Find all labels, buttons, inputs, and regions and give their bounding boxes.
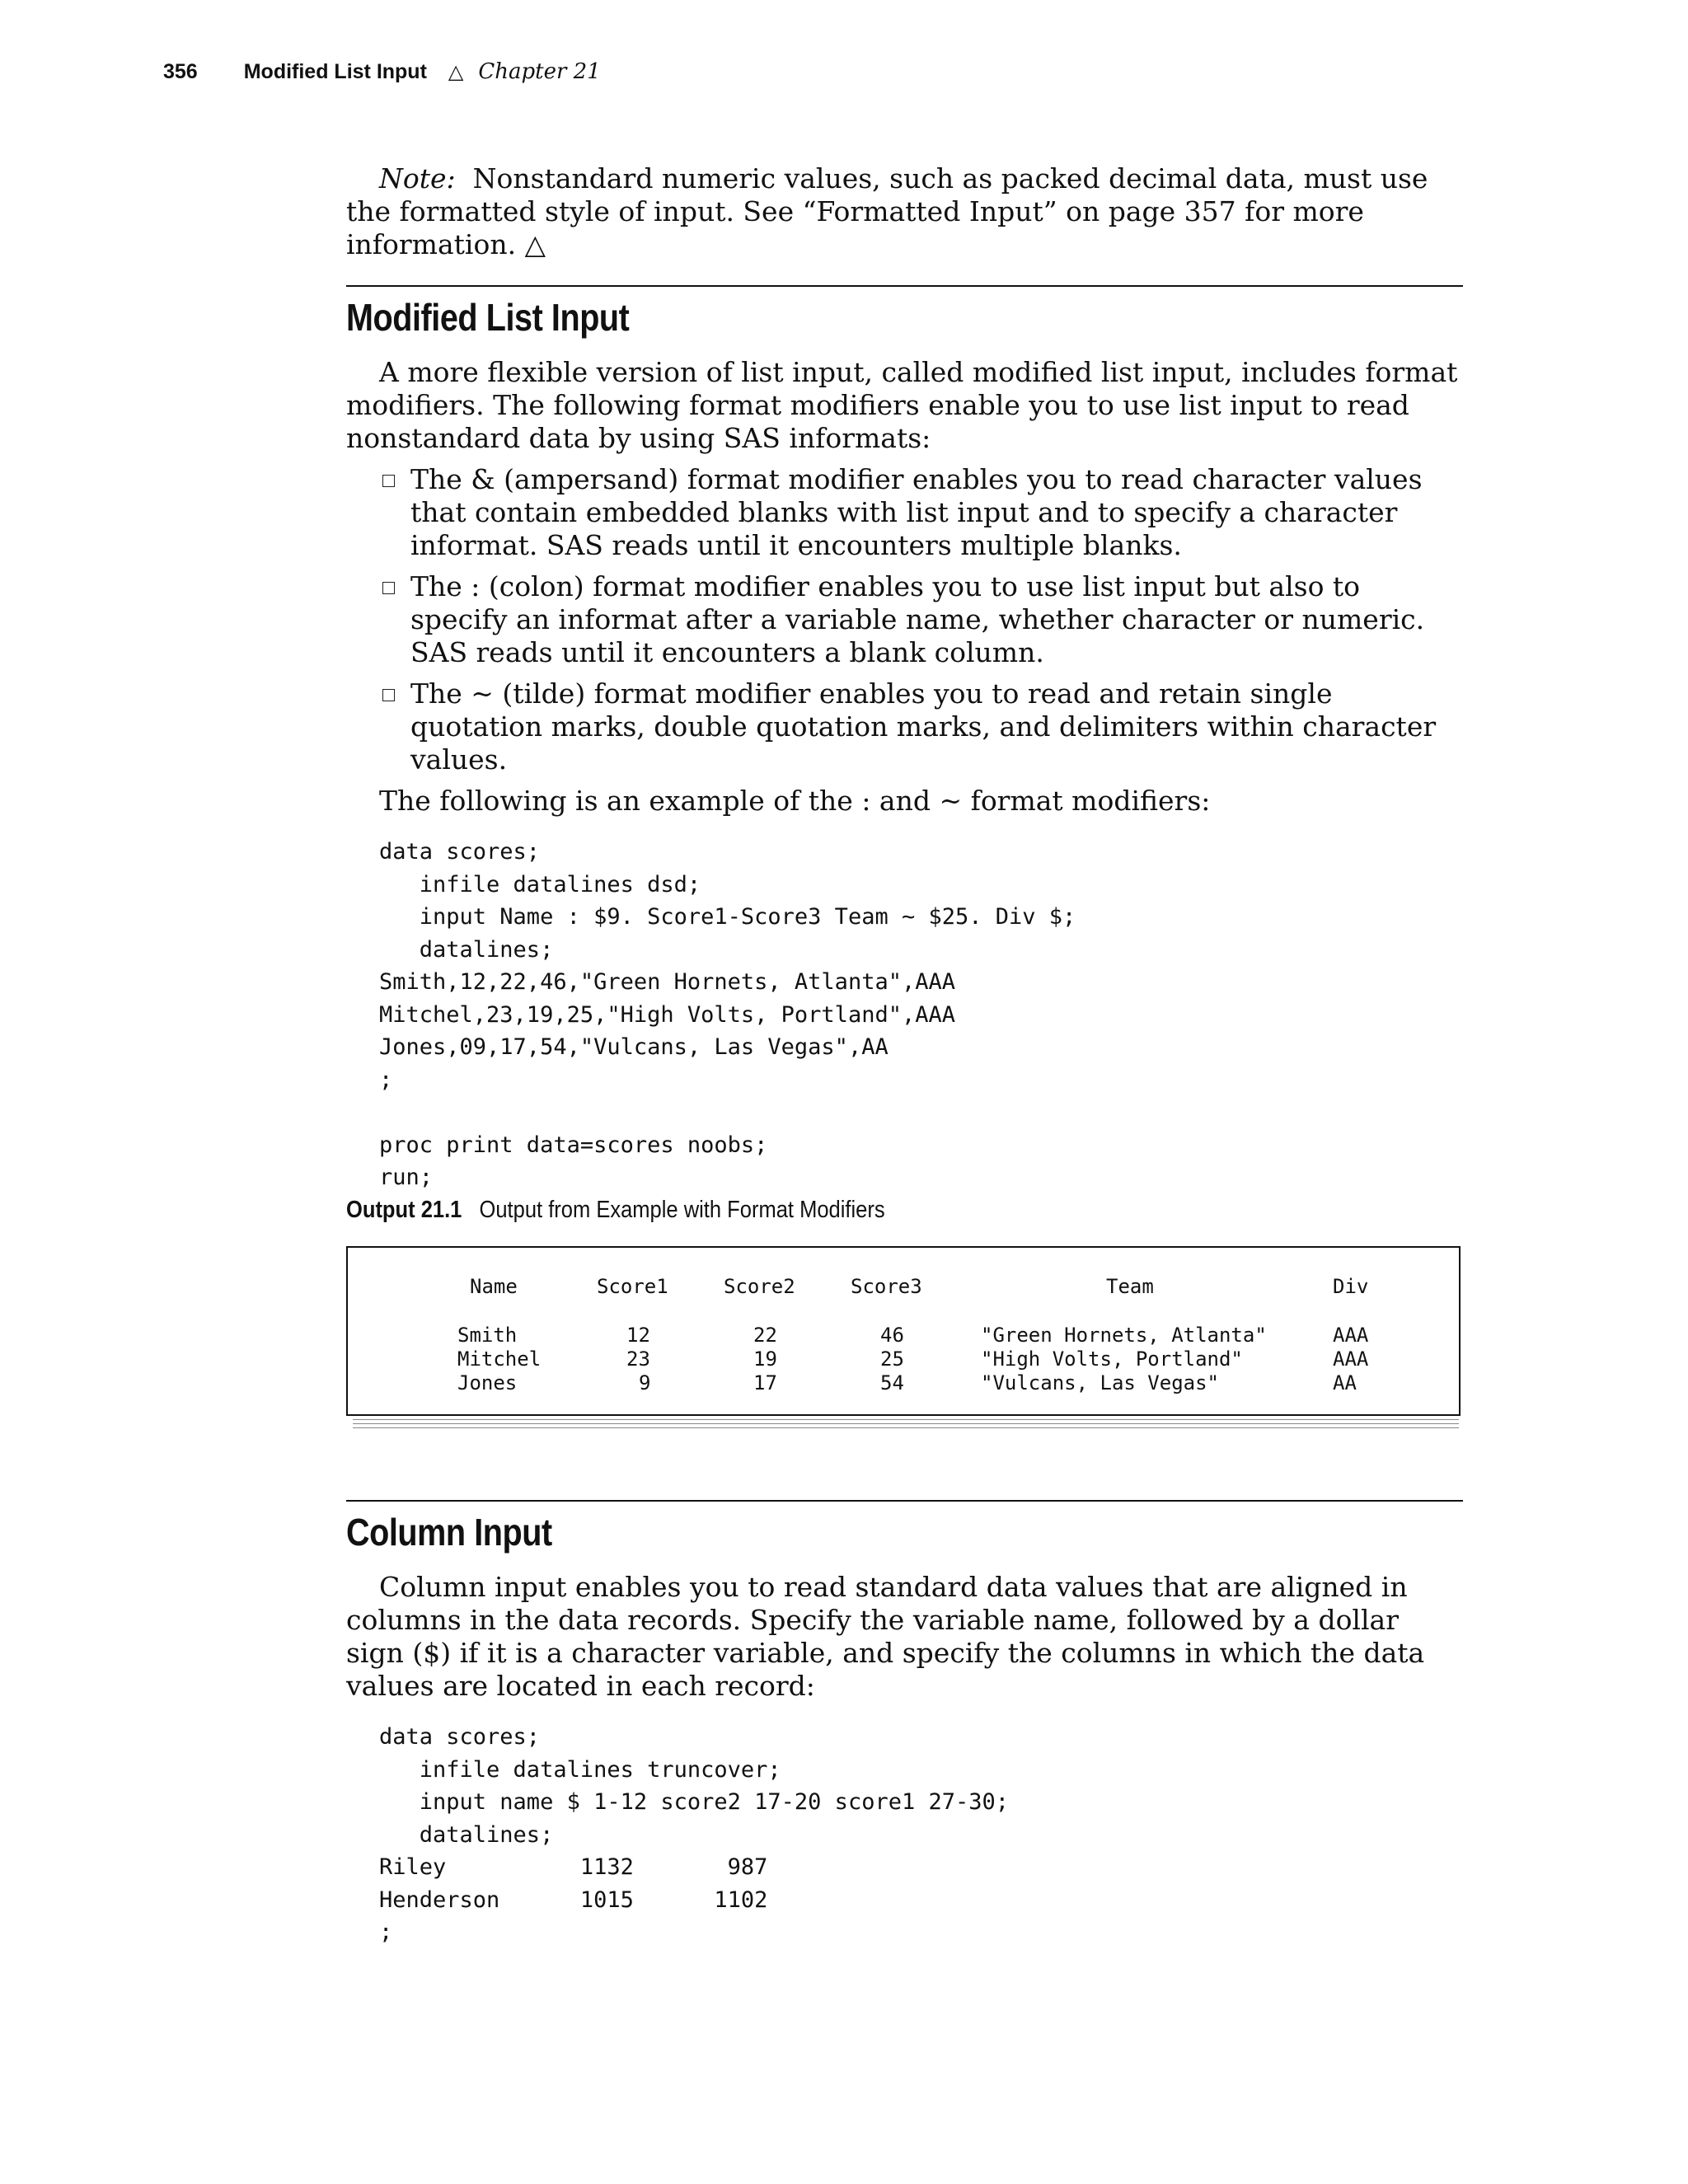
running-head-section: Modified List Input bbox=[243, 60, 427, 83]
intro-paragraph: A more flexible version of list input, called modified list input, includes format modifiers. The following format modifiers enable you to use list input to read nonstandard data by using SAS informats: bbox=[346, 356, 1458, 454]
table-cell: "Green Hornets, Atlanta" bbox=[981, 1324, 1267, 1347]
triangle-icon: △ bbox=[448, 61, 464, 83]
section1-body bbox=[346, 356, 1463, 1194]
column-header: Div bbox=[1333, 1275, 1369, 1298]
table-cell: 17 bbox=[753, 1371, 777, 1394]
section-heading: Column Input bbox=[346, 1511, 552, 1554]
output-caption bbox=[346, 1197, 885, 1224]
list-item bbox=[346, 570, 1463, 669]
table-cell: 23 bbox=[626, 1347, 650, 1371]
checkbox-bullet-icon bbox=[382, 582, 395, 594]
code-block: data scores; infile datalines truncover; input name $ 1-12 score2 17-20 score1 27-30; datalines; Riley 1132 987 Henderson 1015 1102 ; bbox=[379, 1724, 1010, 1945]
output-caption-text: Output from Example with Format Modifiers bbox=[479, 1197, 885, 1223]
column-header: Name bbox=[470, 1275, 518, 1298]
intro-paragraph: Column input enables you to read standard data values that are aligned in columns in the data records. Specify the variable name, followed by a dollar sign ($) if it is a character variable, and specify the columns in which the data values are located in each record: bbox=[346, 1571, 1425, 1702]
running-head bbox=[163, 59, 601, 84]
list-item bbox=[346, 677, 1463, 776]
section-rule bbox=[346, 1500, 1463, 1502]
section-rule bbox=[346, 285, 1463, 287]
running-head-chapter: Chapter 21 bbox=[478, 59, 601, 84]
table-cell: Jones bbox=[457, 1371, 518, 1394]
column-header: Score3 bbox=[851, 1275, 922, 1298]
note-paragraph bbox=[346, 162, 1463, 261]
table-cell: AA bbox=[1333, 1371, 1357, 1394]
list-item-text: The & (ampersand) format modifier enables you to read character values that contain embedded blanks with list input and to specify a character informat. SAS reads until it encounters multiple blanks. bbox=[410, 463, 1423, 561]
table-cell: "High Volts, Portland" bbox=[981, 1347, 1243, 1371]
table-cell: 54 bbox=[880, 1371, 904, 1394]
table-cell: Smith bbox=[457, 1324, 518, 1347]
modifier-list bbox=[346, 463, 1463, 776]
code-block: data scores; infile datalines dsd; input Name : $9. Score1-Score3 Team ~ $25. Div $; datalines; Smith,12,22,46,"Green Hornets, Atlanta",AAA Mitchel,23,19,25,"High Volts, Portland",AAA Jones,09,17,54,"Vulcans, Las Vegas",AA ; proc print data=scores noobs; run; bbox=[379, 839, 1076, 1190]
column-header: Team bbox=[1106, 1275, 1154, 1298]
table-cell: 46 bbox=[880, 1324, 904, 1347]
note-block bbox=[346, 162, 1463, 261]
list-item bbox=[346, 463, 1463, 562]
output-shadow-line bbox=[353, 1423, 1459, 1424]
list-item-text: The ~ (tilde) format modifier enables you to read and retain single quotation marks, double quotation marks, and delimiters within character values. bbox=[410, 677, 1437, 776]
table-cell: Mitchel bbox=[457, 1347, 542, 1371]
table-cell: 19 bbox=[753, 1347, 777, 1371]
example-intro: The following is an example of the : and ~ format modifiers: bbox=[379, 785, 1211, 817]
table-cell: 25 bbox=[880, 1347, 904, 1371]
table-cell: "Vulcans, Las Vegas" bbox=[981, 1371, 1219, 1394]
table-cell: 9 bbox=[639, 1371, 651, 1394]
table-cell: AAA bbox=[1333, 1324, 1369, 1347]
table-cell: 22 bbox=[753, 1324, 777, 1347]
checkbox-bullet-icon bbox=[382, 475, 395, 487]
column-header: Score2 bbox=[724, 1275, 795, 1298]
note-label: Note: bbox=[379, 162, 456, 194]
output-table bbox=[346, 1246, 1461, 1416]
table-cell: 12 bbox=[626, 1324, 650, 1347]
column-header: Score1 bbox=[597, 1275, 668, 1298]
output-caption-number: Output 21.1 bbox=[346, 1197, 462, 1223]
checkbox-bullet-icon bbox=[382, 689, 395, 701]
list-item-text: The : (colon) format modifier enables you to use list input but also to specify an informat after a variable name, whether character or numeric. SAS reads until it encounters a blank column. bbox=[410, 570, 1425, 668]
section-heading: Modified List Input bbox=[346, 296, 630, 339]
section2-body bbox=[346, 1571, 1463, 1949]
output-shadow-line bbox=[353, 1427, 1459, 1428]
page-number: 356 bbox=[163, 60, 198, 83]
output-shadow-line bbox=[353, 1419, 1459, 1420]
table-cell: AAA bbox=[1333, 1347, 1369, 1371]
triangle-end-icon: △ bbox=[524, 228, 546, 260]
note-text: Nonstandard numeric values, such as packed decimal data, must use the formatted style of input. See “Formatted Input” on page 357 for more information. bbox=[346, 162, 1428, 260]
